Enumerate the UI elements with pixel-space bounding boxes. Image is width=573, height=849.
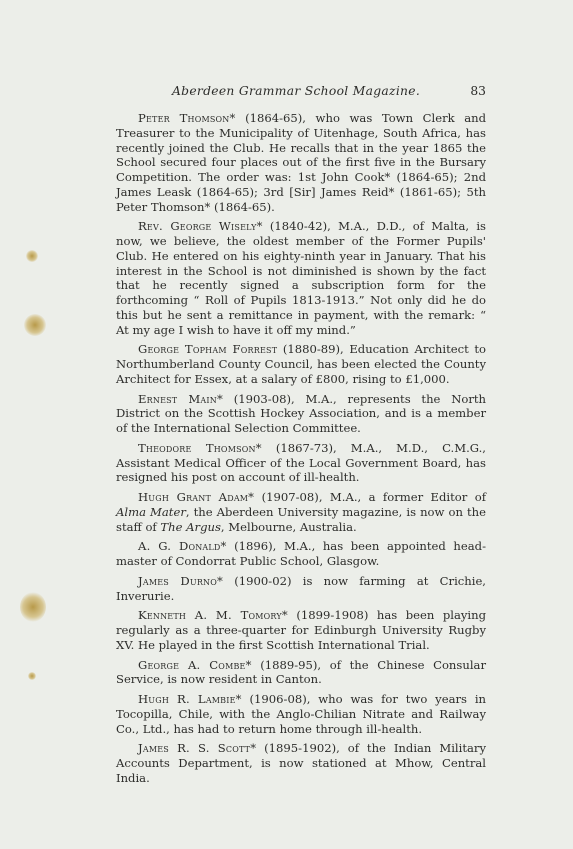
paragraph-hugh-grant-adam bbox=[116, 490, 486, 534]
paragraph-text: (1880-89), Education Architect to Northumberland County Council, has been elected the County Architect for Essex, at a salary of £800, rising to £1,000. bbox=[116, 342, 486, 386]
paragraph-ernest-main bbox=[116, 392, 486, 436]
paragraph-james-durno bbox=[116, 574, 486, 604]
paragraph-a-g-donald bbox=[116, 539, 486, 569]
paragraph-text: (1840-42), M.A., D.D., of Malta, is now, we believe, the oldest member of the Former Pupils' Club. He entered on his eighty-ninth year in January. That his interest in the School is not diminished is shown by the fact that he recently signed a subscription form for the forthcoming “ Roll of Pupils 1813-1913.” Not only did he do this but he sent a remittance in payment, with the remark: “ At my age I wish to have it off my mind.” bbox=[116, 219, 486, 337]
paragraph-text: , the Aberdeen University magazine, is now on the staff of bbox=[116, 504, 486, 534]
paragraph-text: (1903-08), M.A., represents the North District on the Scottish Hockey Association, and is a member of the International Selection Committee. bbox=[116, 391, 487, 435]
paragraph-george-combe bbox=[116, 658, 486, 688]
foxing-spot bbox=[20, 592, 46, 622]
person-name: Theodore Thomson* bbox=[138, 440, 262, 455]
page-number: 83 bbox=[470, 84, 486, 98]
paragraph-kenneth-tomory bbox=[116, 608, 486, 652]
paragraph-text: (1900-02) is now farming at Crichie, Inverurie. bbox=[116, 573, 486, 603]
paragraph-text: (1867-73), M.A., M.D., C.M.G., Assistant Medical Officer of the Local Government Board, has resigned his post on account of ill-health. bbox=[116, 440, 486, 485]
person-name: Hugh R. Lambie* bbox=[138, 692, 242, 706]
paragraph-peter-thomson bbox=[116, 111, 486, 214]
paragraph-george-topham-forrest bbox=[116, 342, 486, 386]
person-name: Kenneth A. M. Tomory* bbox=[138, 608, 288, 623]
person-name: Peter Thomson* bbox=[138, 111, 236, 125]
foxing-spot bbox=[26, 250, 38, 262]
publication-title: Alma Mater bbox=[116, 504, 186, 519]
person-name: George Topham Forrest bbox=[138, 342, 278, 357]
paragraph-theodore-thomson bbox=[116, 441, 486, 485]
paragraph-text: , Melbourne, Australia. bbox=[220, 519, 357, 534]
person-name: James R. S. Scott* bbox=[138, 741, 257, 756]
foxing-spot bbox=[24, 314, 46, 336]
person-name: George A. Combe* bbox=[138, 657, 252, 672]
person-name: Hugh Grant Adam* bbox=[138, 490, 255, 504]
foxing-spot bbox=[28, 672, 36, 680]
paragraph-text: (1864-65), who was Town Clerk and Treasurer to the Municipality of Uitenhage, South Africa, has recently joined the Club. He recalls that in the year 1865 the School secured four places out of the first five in the Bursary Competition. The order was: 1st John Cook* (1864-65); 2nd James Leask (1864-65); 3rd [Sir] James Reid* (1861-65); 5th Peter Thomson* (1864-65). bbox=[116, 111, 487, 214]
paragraph-hugh-lambie bbox=[116, 692, 486, 736]
paragraph-text: (1899-1908) has been playing regularly as a three-quarter for Edinburgh University Rugby XV. He played in the first Scottish International Trial. bbox=[116, 608, 487, 652]
paragraph-text: (1896), M.A., has been appointed head-master of Condorrat Public School, Glasgow. bbox=[116, 539, 486, 568]
running-header bbox=[116, 84, 486, 102]
paragraph-text: (1889-95), of the Chinese Consular Service, is now resident in Canton. bbox=[116, 657, 486, 687]
paragraph-text: (1907-08), M.A., a former Editor of bbox=[254, 490, 486, 504]
person-name: James Durno* bbox=[138, 573, 224, 588]
person-name: Rev. George Wisely* bbox=[138, 219, 263, 234]
paragraph-text: (1895-1902), of the Indian Military Accounts Department, is now stationed at Mhow, Central India. bbox=[116, 741, 486, 785]
running-title: Aberdeen Grammar School Magazine. bbox=[172, 84, 421, 98]
person-name: Ernest Main* bbox=[138, 391, 223, 406]
paragraph-james-scott bbox=[116, 741, 486, 785]
article-body bbox=[116, 111, 486, 791]
paragraph-george-wisely bbox=[116, 219, 486, 337]
publication-title: The Argus bbox=[160, 519, 221, 534]
paragraph-text: (1906-08), who was for two years in Tocopilla, Chile, with the Anglo-Chilian Nitrate and Railway Co., Ltd., has had to return home through ill-health. bbox=[116, 692, 486, 736]
person-name: A. G. Donald* bbox=[138, 539, 227, 554]
